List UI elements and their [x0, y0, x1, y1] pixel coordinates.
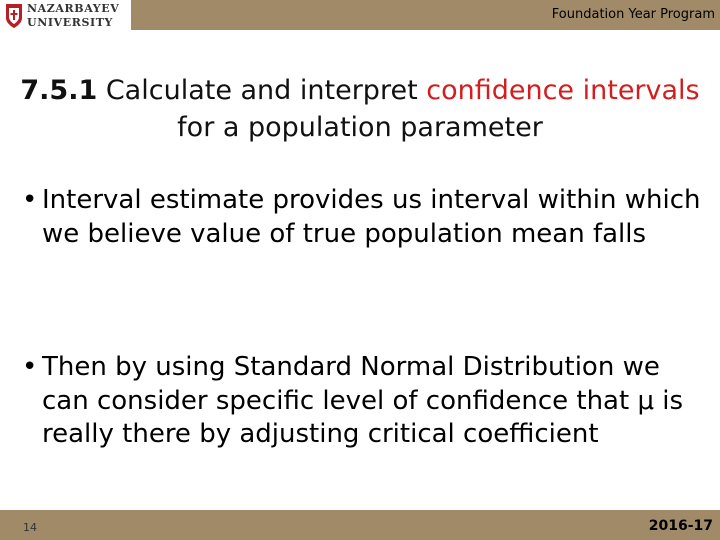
title-text-part2: for a population parameter: [177, 112, 543, 143]
logo-text-line2: UNIVERSITY: [27, 16, 113, 29]
title-text-part1: Calculate and interpret: [97, 75, 427, 106]
bullet-marker: •: [22, 185, 38, 215]
bullet-item: [22, 351, 702, 452]
slide-title: [20, 72, 700, 146]
title-number: 7.5.1: [20, 75, 98, 106]
university-logo: [0, 0, 131, 33]
year-label: 2016-17: [648, 518, 713, 534]
university-emblem-icon: [5, 3, 23, 29]
program-label: Foundation Year Program: [551, 7, 715, 22]
slide-number: 14: [23, 521, 37, 534]
logo-text-line1: NAZARBAYEV: [27, 2, 120, 15]
bullet-text: Interval estimate provides us interval within which we believe value of true population mean falls: [42, 185, 701, 249]
bullet-marker: •: [22, 352, 38, 382]
title-accent: confidence intervals: [426, 75, 700, 106]
bullet-item: [22, 184, 702, 251]
bullet-text: Then by using Standard Normal Distribution we can consider specific level of confidence that μ is really there by adjusting critical coefficient: [42, 352, 684, 449]
footer-bar: [0, 510, 720, 540]
